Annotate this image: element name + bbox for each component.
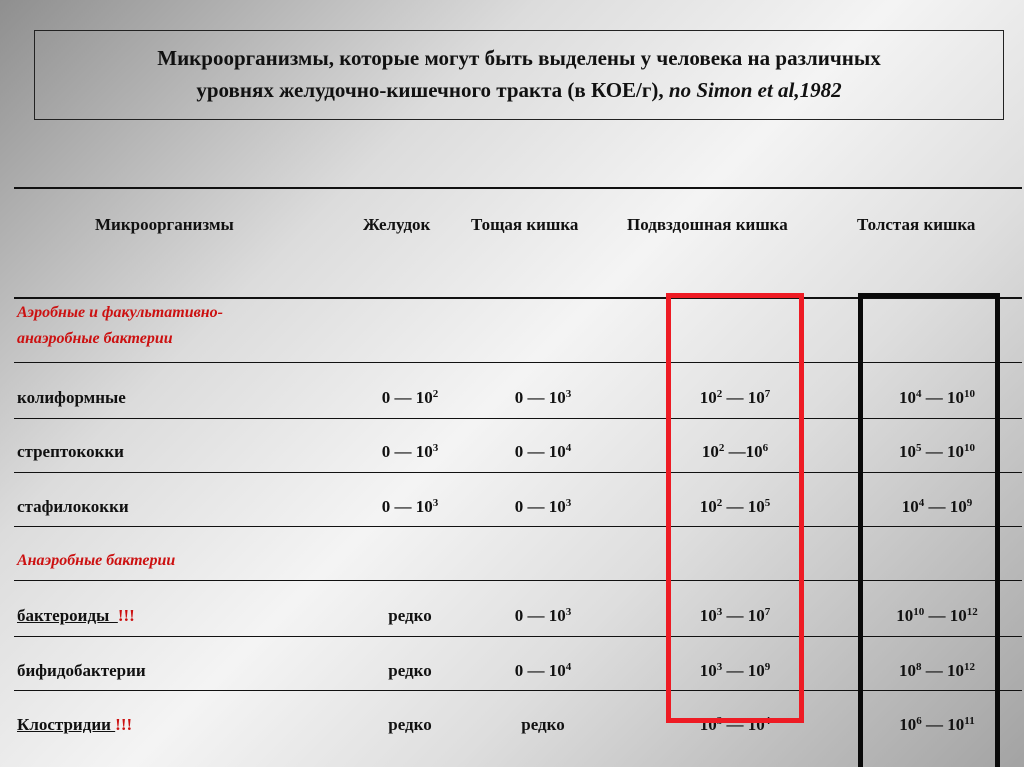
cell-part: 10	[699, 606, 717, 625]
cell-jejunum	[478, 497, 608, 517]
cell-part: 10	[899, 388, 916, 407]
cell-jejunum	[478, 606, 608, 626]
cell-part: 10	[947, 661, 964, 680]
row-name-text: стафилококки	[17, 497, 129, 516]
cell-part: 3	[716, 715, 723, 727]
title-line-2	[35, 74, 1003, 106]
cell-part: 0 — 10	[514, 606, 566, 625]
row-name	[17, 606, 135, 626]
cell-part: —	[722, 497, 748, 516]
cell-part: 10	[899, 661, 916, 680]
cell-part: редко	[388, 661, 432, 680]
cell-part: 10	[745, 442, 763, 461]
cell-part: 3	[716, 661, 723, 673]
cell-part: 10	[949, 606, 967, 625]
row-name	[17, 442, 124, 462]
cell-part: 10	[699, 661, 717, 680]
cell-stomach	[355, 606, 465, 626]
cell-part: 10	[947, 388, 964, 407]
row-name-text: Клостридии	[17, 715, 116, 734]
cell-part: 3	[432, 442, 439, 454]
cell-part: —	[921, 715, 948, 734]
row-name-text: стрептококки	[17, 442, 124, 461]
cell-part: 10	[747, 661, 765, 680]
cell-part: —	[921, 442, 947, 461]
cell-part: 2	[716, 497, 723, 509]
cell-part: 10	[913, 606, 925, 618]
header-ileum: Подвздошная кишка	[627, 215, 788, 234]
ileum-highlight-box	[666, 293, 804, 723]
cell-part: 4	[918, 497, 925, 509]
title-line-2-text: уровнях желудочно-кишечного тракта (в КОЕ/г),	[196, 78, 669, 102]
cell-part: 12	[966, 606, 978, 618]
cell-part: 10	[747, 715, 765, 734]
row-name	[17, 661, 146, 681]
cell-part: 10	[899, 715, 917, 734]
cell-part: 7	[764, 606, 771, 618]
cell-part: 4	[764, 715, 771, 727]
cell-part: —	[724, 442, 746, 461]
cell-jejunum	[478, 715, 608, 735]
cell-part: 10	[699, 388, 717, 407]
cell-part: 2	[718, 442, 725, 454]
cell-part: 10	[947, 442, 964, 461]
cell-part: 9	[966, 497, 973, 509]
cell-stomach	[355, 715, 465, 735]
cell-part: 7	[764, 388, 771, 400]
cell-part: 2	[432, 388, 439, 400]
cell-stomach	[355, 388, 465, 408]
cell-part: 0 — 10	[381, 497, 433, 516]
cell-part: 10	[899, 442, 916, 461]
cell-part: 10	[896, 606, 914, 625]
title-line-1: Микроорганизмы, которые могут быть выделены у человека на различных	[157, 46, 881, 70]
cell-part: 3	[565, 388, 572, 400]
cell-part: 0 — 10	[514, 661, 566, 680]
row-name-text: бифидобактерии	[17, 661, 146, 680]
cell-part: 10	[949, 497, 967, 516]
row-name-text: бактероиды	[17, 606, 118, 625]
cell-part: 12	[964, 661, 975, 673]
cell-jejunum	[478, 661, 608, 681]
cell-part: 0 — 10	[514, 388, 566, 407]
category-aerobic-line-1: Аэробные и факультативно-	[17, 304, 223, 321]
cell-part: —	[722, 606, 748, 625]
title-box	[34, 30, 1004, 120]
cell-part: —	[722, 715, 748, 734]
cell-part: 11	[964, 715, 975, 727]
cell-part: 3	[432, 497, 439, 509]
cell-jejunum	[478, 442, 608, 462]
cell-part: 3	[565, 606, 572, 618]
cell-jejunum	[478, 388, 608, 408]
cell-part: 10	[699, 497, 717, 516]
cell-part: 10	[901, 497, 919, 516]
cell-part: 9	[764, 661, 771, 673]
cell-part: 6	[762, 442, 769, 454]
cell-stomach	[355, 497, 465, 517]
row-name	[17, 715, 132, 735]
cell-part: 10	[747, 388, 765, 407]
cell-part: 6	[916, 715, 922, 727]
cell-part: 4	[565, 661, 572, 673]
cell-stomach	[355, 442, 465, 462]
header-microorganisms: Микроорганизмы	[95, 215, 234, 234]
cell-part: —	[924, 606, 950, 625]
colon-highlight-box	[858, 293, 1000, 767]
cell-part: 10	[964, 388, 975, 400]
cell-part: редко	[388, 715, 432, 734]
cell-part: 10	[701, 442, 719, 461]
row-name	[17, 388, 126, 408]
cell-part: —	[924, 497, 950, 516]
cell-part: —	[722, 388, 748, 407]
cell-part: 3	[716, 606, 723, 618]
row-attention-mark: !!!	[117, 606, 135, 625]
cell-part: —	[921, 388, 947, 407]
title-source: по Simon et al,1982	[668, 78, 842, 102]
cell-part: 4	[565, 442, 572, 454]
cell-part: 3	[565, 497, 572, 509]
cell-part: 0 — 10	[381, 442, 433, 461]
row-name	[17, 497, 129, 517]
header-colon: Толстая кишка	[857, 215, 976, 234]
cell-part: —	[722, 661, 748, 680]
cell-part: 2	[716, 388, 723, 400]
cell-part: 0 — 10	[514, 442, 566, 461]
header-stomach: Желудок	[363, 215, 431, 234]
cell-part: 0 — 10	[514, 497, 566, 516]
cell-stomach	[355, 661, 465, 681]
cell-part: 10	[964, 442, 975, 454]
table-top-rule	[14, 187, 1022, 189]
header-jejunum: Тощая кишка	[471, 215, 579, 234]
cell-part: 5	[916, 442, 922, 454]
cell-part: 8	[916, 661, 922, 673]
cell-part: 10	[947, 715, 965, 734]
cell-part: —	[921, 661, 947, 680]
row-name-text: колиформные	[17, 388, 126, 407]
cell-part: 5	[764, 497, 771, 509]
cell-part: 4	[916, 388, 922, 400]
row-attention-mark: !!!	[115, 715, 133, 734]
cell-part: 10	[747, 497, 765, 516]
cell-part: 10	[699, 715, 717, 734]
cell-part: 10	[747, 606, 765, 625]
cell-part: редко	[388, 606, 432, 625]
cell-part: 0 — 10	[381, 388, 433, 407]
category-anaerobic: Анаэробные бактерии	[17, 552, 176, 569]
category-aerobic-line-2: анаэробные бактерии	[17, 330, 173, 347]
cell-part: редко	[521, 715, 565, 734]
